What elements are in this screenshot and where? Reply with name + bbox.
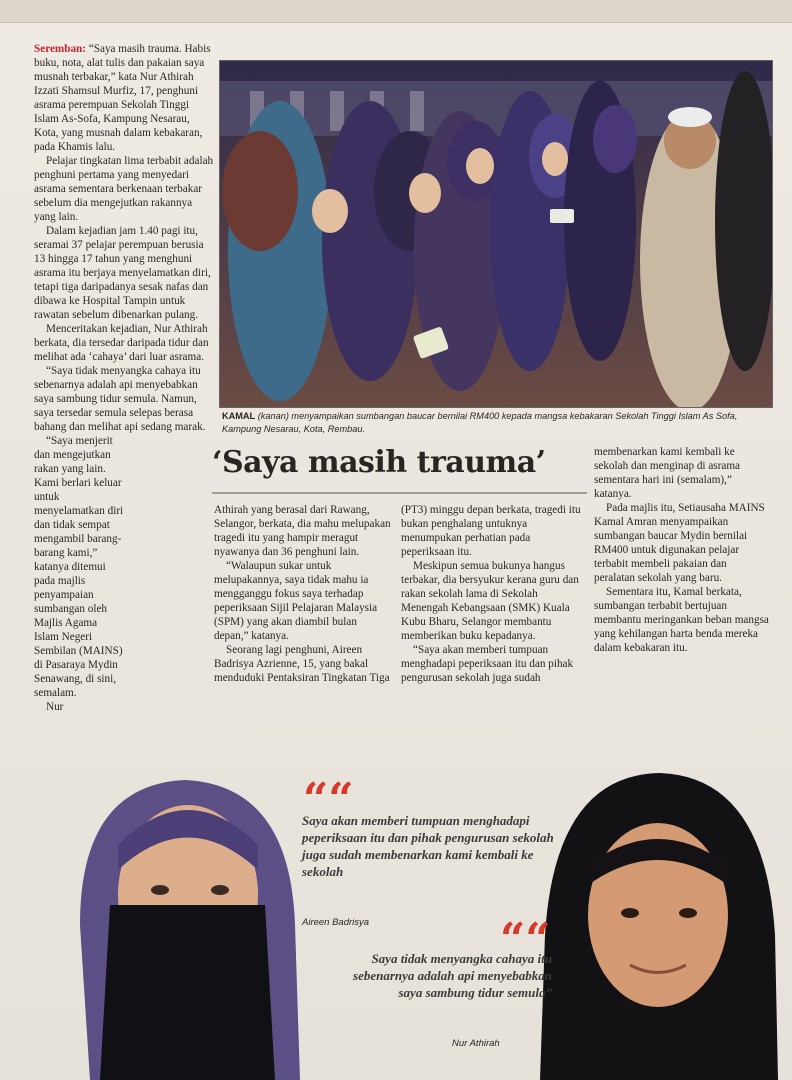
headline-rule	[212, 492, 587, 494]
article-column-3	[401, 503, 581, 685]
article-column-1	[34, 42, 214, 714]
main-photo	[219, 60, 773, 408]
portrait-nur-athirah-illustration	[530, 765, 780, 1080]
article-paragraph: (PT3) minggu depan berkata, tragedi itu bukan penghalang untuknya menumpukan perhatian pada peperiksaan itu.	[401, 504, 581, 558]
portrait-nur-athirah	[530, 765, 780, 1080]
caption-text: (kanan) menyampaikan sumbangan baucar bernilai RM400 kepada mangsa kebakaran Sekolah Tinggi Islam As Sofa, Kampung Nesarau, Kota, Rembau.	[222, 411, 738, 434]
pull-quote-nur-athirah: Saya tidak menyangka cahaya itu sebenarnya adalah api menyebabkan saya sambung tidur semula”	[353, 951, 552, 1000]
article-paragraph: Seorang lagi penghuni, Aireen Badrisya Azrienne, 15, yang bakal menduduki Pentaksiran Tingkatan Tiga	[214, 644, 390, 684]
article-paragraph: Pelajar tingkatan lima terbabit adalah penghuni pertama yang menyedari asrama sementara berkenaan terbakar sebelum dia mengejutkan rakannya yang lain.	[34, 155, 214, 223]
quote-attribution: Nur Athirah	[452, 1038, 500, 1049]
photo-caption	[222, 410, 774, 436]
caption-lead: KAMAL	[222, 411, 256, 421]
article-paragraph: Pada majlis itu, Setiausaha MAINS Kamal Amran menyampaikan sumbangan baucar Mydin bernilai RM400 untuk digunakan pelajar terbabit membeli pakaian dan peralatan sekolah yang baru.	[594, 502, 765, 584]
article-paragraph: Dalam kejadian jam 1.40 pagi itu, seramai 37 pelajar perempuan berusia 13 hingga 17 tahun yang menghuni asrama itu berjaya menyelamatkan diri, tetapi tiga daripadanya sesak nafas dan dibawa ke Hospital Tampin untuk rawatan sebelum dibenarkan pulang.	[34, 225, 211, 321]
dateline: Seremban:	[34, 43, 86, 55]
crowd-photo-illustration	[220, 61, 772, 407]
article-headline: ‘Saya masih trauma’	[212, 445, 546, 480]
portrait-aireen	[60, 765, 310, 1080]
portrait-aireen-illustration	[60, 765, 310, 1080]
double-quote-icon: ““	[303, 774, 354, 825]
article-paragraph: Meskipun semua bukunya hangus terbakar, dia bersyukur kerana guru dan rakan sekolah lama di Sekolah Menengah Kebangsaan (SMK) Kuala Kubu Bharu, Selangor membantu memberikan buku kepadanya.	[401, 560, 579, 642]
article-paragraph: Sementara itu, Kamal berkata, sumbangan terbabit bertujuan membantu meringankan beban mangsa yang kehilangan harta benda mereka dalam kebakaran itu.	[594, 586, 769, 654]
double-quote-icon: ““	[500, 914, 551, 965]
article-paragraph: “Saya menjerit dan mengejutkan rakan yang lain. Kami berlari keluar untuk menyelamatkan diri dan tidak sempat mengambil barang-barang kami,” katanya ditemui pada majlis penyampaian sumbangan oleh Majlis Agama Islam Negeri Sembilan (MAINS) di Pasaraya Mydin Senawang, di sini, semalam.	[34, 435, 124, 699]
article-column-4	[594, 445, 770, 655]
article-paragraph: Nur	[46, 701, 64, 713]
article-paragraph: “Walaupun sukar untuk melupakannya, saya tidak mahu ia mengganggu fokus saya terhadap peperiksaan Sijil Pelajaran Malaysia (SPM) yang akan diambil bulan depan,” katanya.	[214, 560, 378, 642]
quote-attribution: Aireen Badrisya	[302, 917, 370, 928]
article-paragraph: “Saya tidak menyangka cahaya itu sebenarnya adalah api menyebabkan saya sambung tidur semula. Namun, saya tersedar semula selepas berasa bahang dan melihat api sedang marak.	[34, 365, 206, 433]
article-paragraph: Menceritakan kejadian, Nur Athirah berkata, dia tersedar daripada tidur dan melihat ada ‘cahaya’ dari luar asrama.	[34, 323, 209, 363]
article-paragraph: “Saya akan memberi tumpuan menghadapi peperiksaan itu dan pihak pengurusan sekolah juga sudah	[401, 644, 574, 684]
article-paragraph: membenarkan kami kembali ke sekolah dan menginap di asrama sementara hari ini (semalam),” katanya.	[594, 446, 741, 500]
pull-quote-aireen: Saya akan memberi tumpuan menghadapi peperiksaan itu dan pihak pengurusan sekolah juga sudah membenarkan kami kembali ke sekolah	[302, 813, 554, 879]
article-paragraph: Athirah yang berasal dari Rawang, Selangor, berkata, dia mahu melupakan tragedi itu yang hampir meragut nyawanya dan 36 penghuni lain.	[214, 504, 391, 558]
page-top-strip	[0, 0, 792, 23]
article-column-2	[214, 503, 392, 685]
article-paragraph: Seremban: “Saya masih trauma. Habis buku, nota, alat tulis dan pakaian saya musnah terbakar,” kata Nur Athirah Izzati Shamsul Murfiz, 17, penghuni asrama perempuan Sekolah Tinggi Islam As-Sofa, Kampung Nesarau, Kota, yang musnah dalam kebakaran, pada Khamis lalu.	[34, 43, 211, 153]
